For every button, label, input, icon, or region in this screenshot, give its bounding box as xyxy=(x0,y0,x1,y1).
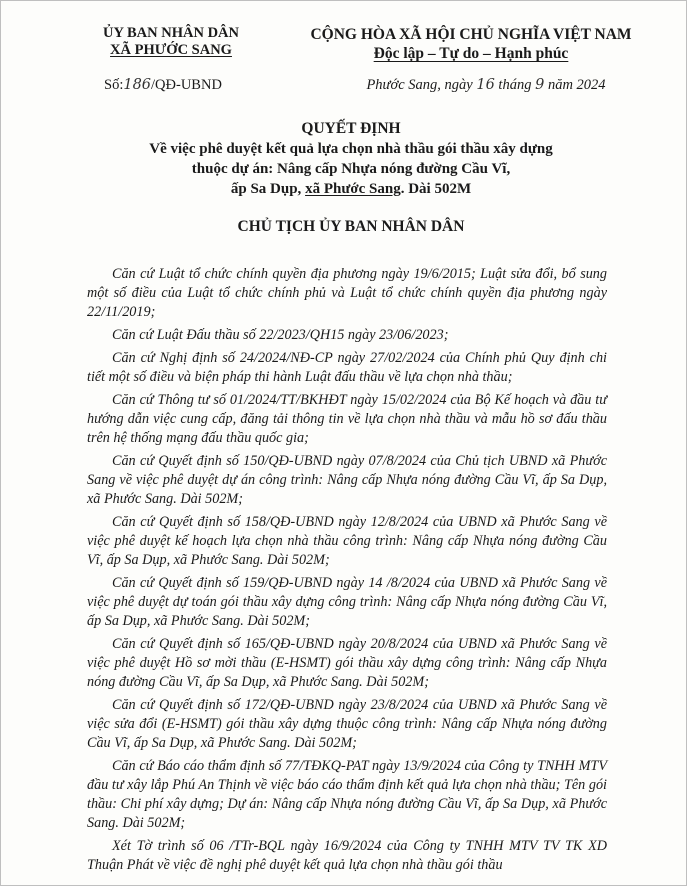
day-handwritten: 16 xyxy=(476,77,495,93)
paragraph: Căn cứ Luật tổ chức chính quyền địa phương ngày 19/6/2015; Luật sửa đổi, bổ sung một số điều của Luật tổ chức chính phủ và Luật tổ chức chính quyền địa phương ngày 22/11/2019; xyxy=(87,266,607,320)
title-line-3a: ấp Sa Dụp, xyxy=(230,181,306,197)
signing-authority-heading: CHỦ TỊCH ỦY BAN NHÂN DÂN xyxy=(237,218,465,235)
national-heading xyxy=(271,25,671,63)
place-and-date xyxy=(301,77,671,94)
issuing-authority xyxy=(81,25,261,59)
paragraph: Căn cứ Báo cáo thẩm định số 77/TĐKQ-PAT ngày 13/9/2024 của Công ty TNHH MTV đầu tư xây lắp Phú An Thịnh về việc báo cáo thẩm định kết quả lựa chọn nhà thầu; Tên gói thầu: Chi phí xây dựng; Dự án: Nâng cấp Nhựa nóng đường Cầu Vĩ, ấp Sa Dụp, xã Phước Sang. Dài 502M; xyxy=(87,758,607,831)
place-date-prefix: Phước Sang, ngày xyxy=(366,77,473,93)
paragraph: Xét Tờ trình số 06 /TTr-BQL ngày 16/9/2024 của Công ty TNHH MTV TV TK XD Thuận Phát về việc đề nghị phê duyệt kết quả lựa chọn nhà thầu gói thầu xyxy=(87,838,607,873)
country-name: CỘNG HÒA XÃ HỘI CHỦ NGHĨA VIỆT NAM xyxy=(310,26,632,43)
org-line-2: XÃ PHƯỚC SANG xyxy=(110,42,232,58)
paragraph: Căn cứ Nghị định số 24/2024/NĐ-CP ngày 27/02/2024 của Chính phủ Quy định chi tiết một số điều và biện pháp thi hành Luật đấu thầu về lựa chọn nhà thầu; xyxy=(87,350,607,385)
paragraph: Căn cứ Thông tư số 01/2024/TT/BKHĐT ngày 15/02/2024 của Bộ Kế hoạch và đầu tư hướng dẫn việc cung cấp, đăng tải thông tin về lựa chọn nhà thầu và mẫu hồ sơ đấu thầu trên hệ thống mạng đấu thầu quốc gia; xyxy=(87,392,607,446)
org-line-1: ỦY BAN NHÂN DÂN xyxy=(102,25,239,41)
doc-number-prefix: Số: xyxy=(104,77,124,93)
document-number xyxy=(104,77,222,94)
paragraph: Căn cứ Quyết định số 150/QĐ-UBND ngày 07/8/2024 của Chủ tịch UBND xã Phước Sang về việc phê duyệt dự án công trình: Nâng cấp Nhựa nóng đường Cầu Vĩ, ấp Sa Dụp, xã Phước Sang. Dài 502M; xyxy=(87,453,607,507)
paragraph: Căn cứ Quyết định số 165/QĐ-UBND ngày 20/8/2024 của UBND xã Phước Sang về việc phê duyệt Hồ sơ mời thầu (E-HSMT) gói thầu xây dựng công trình: Nâng cấp Nhựa nóng đường Cầu Vĩ, ấp Sa Dụp, xã Phước Sang. Dài 502M; xyxy=(87,636,607,690)
national-motto: Độc lập – Tự do – Hạnh phúc xyxy=(373,45,569,62)
month-handwritten: 9 xyxy=(535,77,545,93)
year-label: năm 2024 xyxy=(547,77,606,93)
paragraph: Căn cứ Luật Đấu thầu số 22/2023/QH15 ngày 23/06/2023; xyxy=(112,327,449,343)
paragraph: Căn cứ Quyết định số 158/QĐ-UBND ngày 12/8/2024 của UBND xã Phước Sang về việc phê duyệt kế hoạch lựa chọn nhà thầu công trình: Nâng cấp Nhựa nóng đường Cầu Vĩ, ấp Sa Dụp, xã Phước Sang. Dài 502M; xyxy=(87,514,607,568)
paragraph: Căn cứ Quyết định số 159/QĐ-UBND ngày 14 /8/2024 của UBND xã Phước Sang về việc phê duyệt dự toán gói thầu xây dựng công trình: Nâng cấp Nhựa nóng đường Cầu Vĩ, ấp Sa Dụp, xã Phước Sang. Dài 502M; xyxy=(87,575,607,629)
decision-title xyxy=(41,119,661,199)
doc-number-suffix: /QĐ-UBND xyxy=(151,77,222,93)
month-label: tháng xyxy=(498,77,532,93)
title-line-3c: . Dài 502M xyxy=(400,181,472,197)
title-line-2: thuộc dự án: Nâng cấp Nhựa nóng đường Cầu Vĩ, xyxy=(191,161,511,177)
legal-basis-body xyxy=(87,265,607,879)
title-line-1: Về việc phê duyệt kết quả lựa chọn nhà thầu gói thầu xây dựng xyxy=(149,141,553,157)
title-line-3 xyxy=(41,179,661,199)
doc-number-handwritten: 186 xyxy=(123,77,152,93)
paragraph: Căn cứ Quyết định số 172/QĐ-UBND ngày 23/8/2024 của UBND xã Phước Sang về việc sửa đổi (E-HSMT) gói thầu xây dựng thuộc công trình: Nâng cấp Nhựa nóng đường Cầu Vĩ, ấp Sa Dụp, xã Phước Sang. Dài 502M; xyxy=(87,697,607,751)
title-line-3b: xã Phước Sang xyxy=(305,181,401,197)
document-type: QUYẾT ĐỊNH xyxy=(301,120,401,137)
